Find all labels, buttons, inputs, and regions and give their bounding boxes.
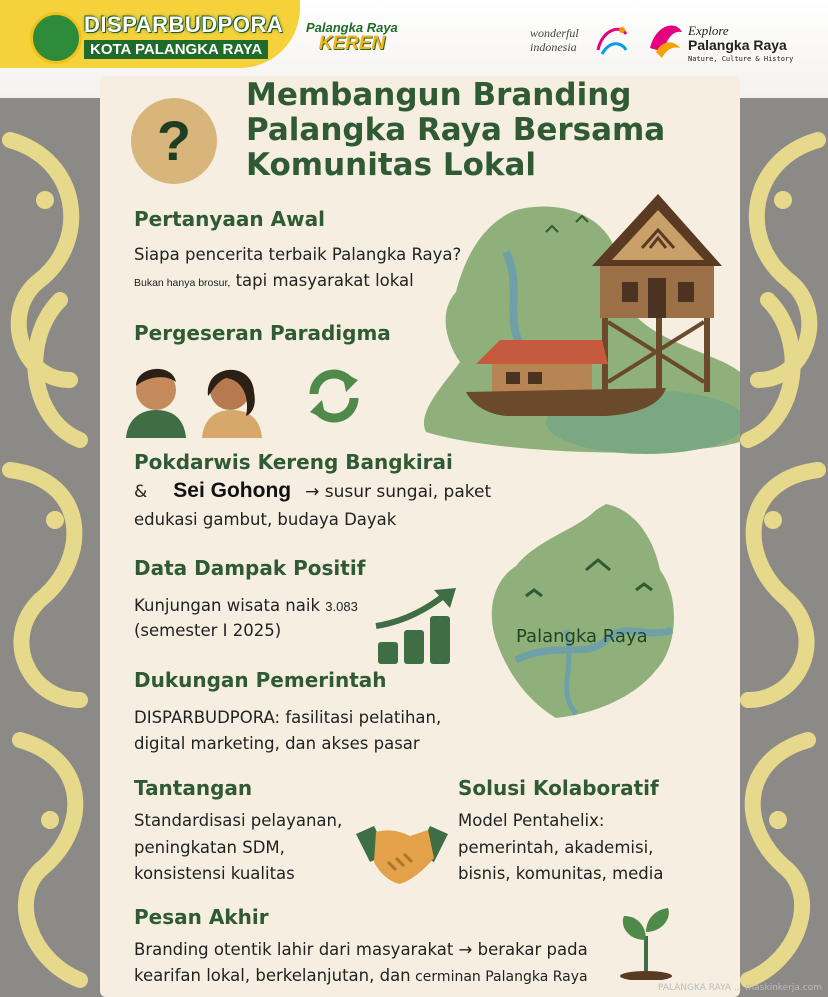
dukungan-line1: DISPARBUDPORA: fasilitasi pelatihan, (134, 708, 442, 727)
community-people-icon (122, 356, 266, 440)
pesan-line1: Branding otentik lahir dari masyarakat → berakar pada (134, 940, 588, 959)
org-city: KOTA PALANGKA RAYA (84, 40, 268, 59)
heading-tantangan: Tantangan (134, 776, 253, 800)
pesan-line2-a: kearifan lokal, berkelanjutan, dan (134, 966, 411, 985)
awal-line2 (134, 268, 414, 296)
tantangan-line2: peningkatan SDM, (134, 838, 285, 857)
slogan-line1: Palangka Raya (306, 20, 398, 35)
slogan-logo (306, 20, 398, 52)
dampak-number: 3.083 (325, 599, 358, 614)
awal-line2-small: Bukan hanya brosur, (134, 277, 231, 289)
pesan-line2-b: cerminan Palangka Raya (410, 969, 588, 985)
explore-line1: Explore (688, 23, 729, 38)
city-emblem-icon (30, 12, 82, 64)
pokdarwis-rest1: → susur sungai, paket (305, 482, 492, 502)
pokdarwis-amp: & (134, 482, 148, 502)
question-mark-icon: ? (131, 98, 217, 184)
heading-solusi: Solusi Kolaboratif (458, 776, 659, 800)
dampak-line1 (134, 593, 358, 619)
pesan-line2 (134, 963, 588, 990)
explore-palangka-logo (688, 24, 793, 66)
explore-line3: Nature, Culture & History (688, 55, 794, 63)
palangka-raya-map-illustration (486, 500, 682, 722)
wonderful-line2: indonesia (530, 40, 577, 54)
sprout-icon (616, 906, 676, 980)
pokdarwis-line1 (134, 478, 491, 505)
heading-pokdarwis: Pokdarwis Kereng Bangkirai (134, 450, 453, 474)
wonderful-line1: wonderful (530, 26, 579, 40)
heading-pertanyaan-awal: Pertanyaan Awal (134, 207, 325, 231)
solusi-line3: bisnis, komunitas, media (458, 864, 664, 883)
handshake-icon (354, 820, 450, 886)
wonderful-indonesia-logo-icon (592, 20, 632, 60)
explore-line2: Palangka Raya (688, 37, 787, 53)
solusi-line1: Model Pentahelix: (458, 811, 605, 830)
awal-line1: Siapa pencerita terbaik Palangka Raya? (134, 245, 462, 264)
explore-bird-icon (646, 18, 686, 62)
page-title (246, 78, 665, 183)
solusi-line2: pemerintah, akademisi, (458, 838, 654, 857)
map-label: Palangka Raya (516, 626, 648, 647)
sync-arrows-icon (302, 364, 366, 428)
watermark: PALANGKA RAYA ... maskinkerja.com (657, 983, 822, 993)
heading-data-dampak: Data Dampak Positif (134, 556, 366, 580)
river-house-illustration (416, 192, 740, 462)
heading-pergeseran-paradigma: Pergeseran Paradigma (134, 321, 391, 345)
dampak-line2: (semester I 2025) (134, 621, 282, 640)
title-line2: Palangka Raya Bersama (246, 112, 666, 148)
tantangan-line3: konsistensi kualitas (134, 864, 295, 883)
heading-dukungan: Dukungan Pemerintah (134, 668, 387, 692)
org-name: DISPARBUDPORA (84, 12, 284, 37)
title-line1: Membangun Branding (246, 77, 632, 113)
tantangan-line1: Standardisasi pelayanan, (134, 811, 343, 830)
dukungan-line2: digital marketing, dan akses pasar (134, 734, 420, 753)
dampak-line1-text: Kunjungan wisata naik (134, 596, 321, 615)
title-line3: Komunitas Lokal (246, 147, 537, 183)
wonderful-indonesia-logo (530, 26, 579, 54)
awal-line2-rest: tapi masyarakat lokal (230, 271, 414, 290)
growth-chart-icon (372, 586, 462, 666)
pokdarwis-line2: edukasi gambut, budaya Dayak (134, 510, 397, 529)
slogan-line2: KEREN (318, 33, 386, 54)
pokdarwis-sei-gohong: Sei Gohong (173, 479, 292, 502)
heading-pesan-akhir: Pesan Akhir (134, 905, 269, 929)
